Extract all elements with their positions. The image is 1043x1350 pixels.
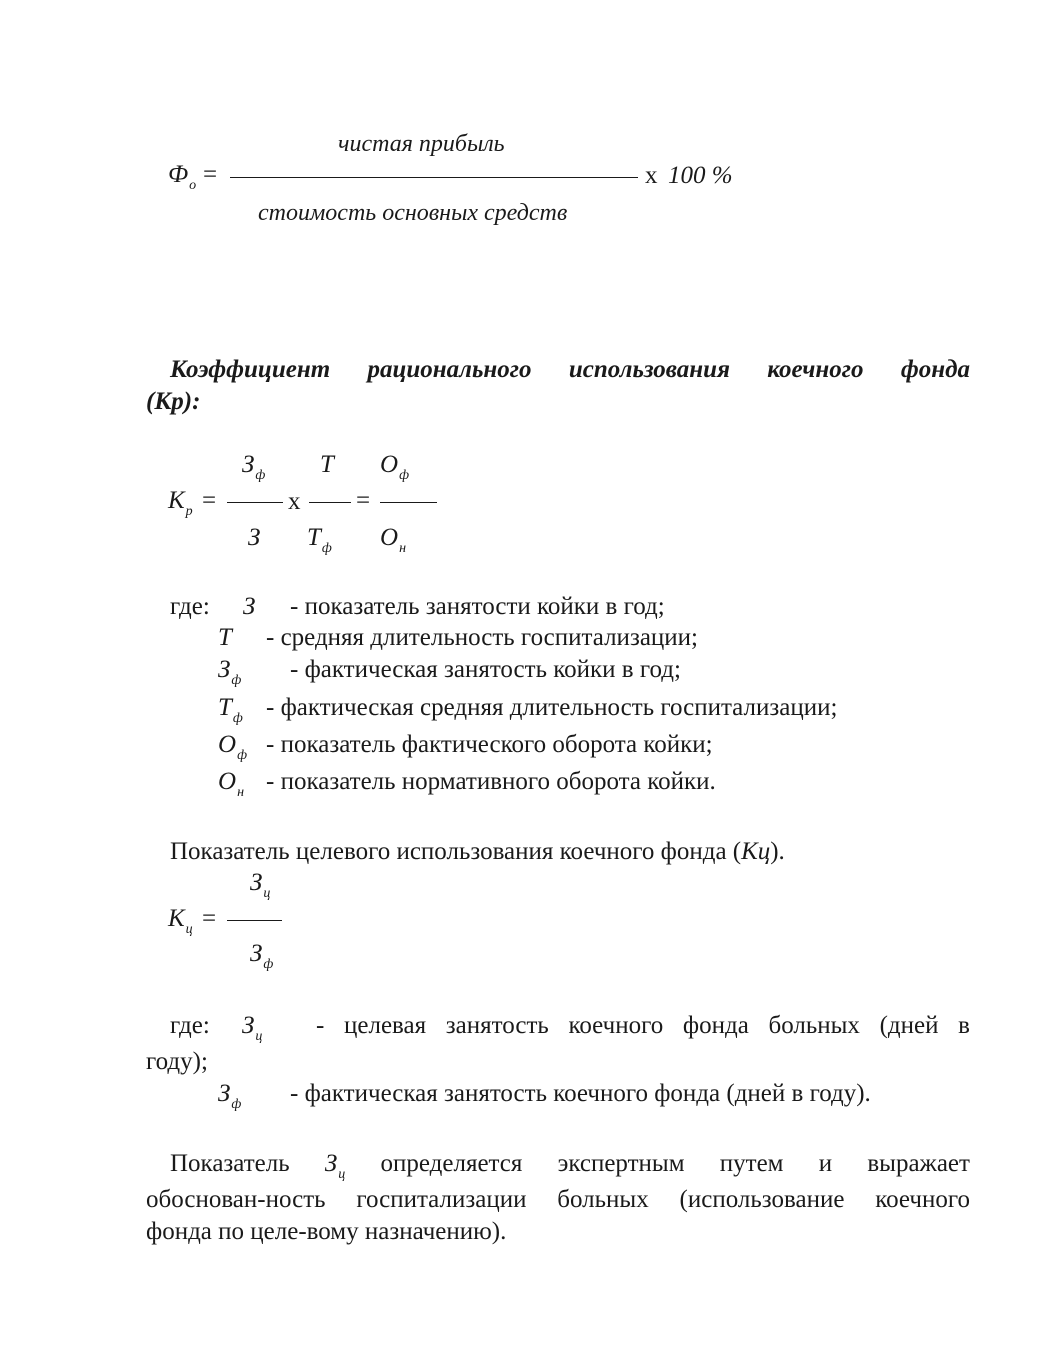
legend-kp-symbol: $О_н$	[218, 768, 245, 800]
kp-f1-den: З	[248, 524, 261, 551]
final-symbol: $З_ц$	[324, 1150, 346, 1182]
fo-denominator: стоимость основных средств	[258, 200, 568, 226]
kp-f3-num: $О_ф$	[380, 451, 410, 483]
legend-kp-prefix: где:	[170, 593, 210, 620]
kc-lhs: $К_ц$	[168, 905, 193, 937]
legend-kp-symbol: З	[243, 593, 256, 620]
legend-kp-text: - средняя длительность госпитализации;	[266, 624, 698, 651]
legend-kp-text: - фактическая средняя длительность госпитализации;	[266, 694, 838, 721]
fo-factor: 100 %	[668, 162, 733, 189]
legend-kp-symbol: $Т_ф$	[218, 694, 243, 726]
legend-kc-item1-text: - целевая занятость коечного фонда больных (дней в	[316, 1012, 970, 1039]
final-line2: обоснован-ность госпитализации больных (использование коечного	[146, 1186, 970, 1213]
legend-kp-text: - показатель занятости койки в год;	[290, 593, 665, 620]
legend-kc-symbol: $З_ц$	[242, 1012, 263, 1044]
heading-word: фонда	[900, 356, 970, 383]
kp-f1-num: $З_ф$	[242, 451, 266, 483]
kp-times: х	[288, 488, 301, 515]
kp-lhs: $К_р$	[168, 487, 193, 519]
fo-equals: =	[203, 161, 218, 188]
fo-times: х	[645, 162, 658, 189]
kc-fraction-bar	[227, 920, 282, 921]
kp-f3-den: $О_н$	[380, 524, 407, 556]
fo-fraction-bar	[230, 177, 638, 178]
kc-den: $З_ф$	[250, 940, 274, 972]
final-line3: фонда по целе-вому назначению).	[146, 1218, 507, 1245]
kp-f1-bar	[227, 502, 283, 503]
kp-f3-bar	[380, 502, 437, 503]
heading-word: использования	[568, 356, 730, 383]
final-line1: Показатель $З_ц$ определяется экспертным путем и выражает	[170, 1150, 970, 1182]
heading-word: рационального	[367, 356, 532, 383]
legend-kp-symbol: $О_ф$	[218, 731, 248, 763]
legend-kp-symbol: $З_ф$	[218, 656, 242, 688]
legend-kp-text: - фактическая занятость койки в год;	[290, 656, 681, 683]
kp-f2-num: Т	[320, 451, 334, 478]
heading-line2: (Кр):	[146, 388, 201, 415]
fo-numerator: чистая прибыль	[338, 131, 505, 157]
heading-word: Коэффициент	[170, 356, 331, 383]
kp-f2-bar	[309, 502, 351, 503]
kp-f2-den: $Т_ф$	[307, 524, 332, 556]
heading-word: коечного	[767, 356, 864, 383]
fo-lhs: $Ф_о$	[168, 161, 197, 193]
kc-equals: =	[202, 905, 217, 932]
legend-kp-text: - показатель фактического оборота койки;	[266, 731, 713, 758]
kp-equals-2: =	[356, 487, 371, 514]
legend-kp-symbol: Т	[218, 624, 232, 651]
legend-kc-item1-cont: году);	[146, 1048, 208, 1075]
legend-kc-item2-text: - фактическая занятость коечного фонда (дней в году).	[290, 1080, 871, 1107]
legend-kp-text: - показатель нормативного оборота койки.	[266, 768, 716, 795]
kc-num: $З_ц$	[250, 869, 271, 901]
legend-kc-prefix: где:	[170, 1012, 210, 1039]
legend-kc-symbol: $З_ф$	[218, 1080, 242, 1112]
heading-line1	[170, 356, 970, 384]
kc-title: Показатель целевого использования коечного фонда (Кц).	[170, 838, 785, 865]
kp-equals-1: =	[202, 487, 217, 514]
